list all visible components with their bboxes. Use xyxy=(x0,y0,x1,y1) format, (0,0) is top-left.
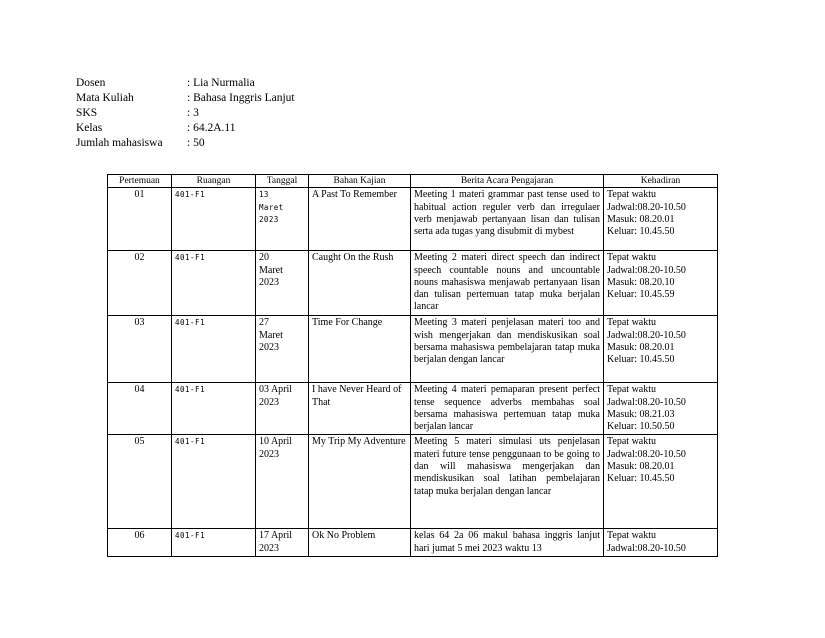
cell-berita-acara: Meeting 2 materi direct speech dan indirect speech countable nouns and uncountable nouns mahasiswa menjawab pertanyaan lisan dan tulisan pertemuan tatap muka berjalan lancar xyxy=(411,251,604,316)
attendance-line: Jadwal:08.20-10.50 xyxy=(607,329,686,341)
attendance-line: Tepat waktu xyxy=(607,530,657,542)
header-tanggal: Tanggal xyxy=(256,175,309,188)
info-row-jumlah-mahasiswa xyxy=(76,136,295,151)
date-line: 2023 xyxy=(259,276,279,288)
attendance-line: Jadwal:08.20-10.50 xyxy=(607,201,686,213)
attendance-line: Tepat waktu xyxy=(607,189,657,201)
info-label: Jumlah mahasiswa xyxy=(76,137,163,149)
cell-berita-acara: Meeting 3 materi penjelasan materi too and wish mengerjakan dan mendiskusikan soal bersama mahasiswa pembelajaran tatap muka berjalan dengan lancar xyxy=(411,316,604,383)
attendance-line: Masuk: 08.20.01 xyxy=(607,341,675,353)
cell-bahan-kajian: Caught On the Rush xyxy=(309,251,411,316)
course-info xyxy=(76,76,295,151)
cell-tanggal xyxy=(256,435,309,529)
attendance-line: Jadwal:08.20-10.50 xyxy=(607,448,686,460)
info-value: : 50 xyxy=(187,137,205,149)
attendance-line: Tepat waktu xyxy=(607,317,657,329)
date-line: Maret xyxy=(259,202,284,212)
cell-bahan-kajian: My Trip My Adventure xyxy=(309,435,411,529)
attendance-line: Masuk: 08.20.01 xyxy=(607,213,675,225)
cell-pertemuan: 04 xyxy=(108,383,172,435)
date-line: 2023 xyxy=(259,396,279,408)
attendance-line: Keluar: 10.45.50 xyxy=(607,226,675,238)
cell-pertemuan: 05 xyxy=(108,435,172,529)
cell-berita-acara: Meeting 4 materi pemaparan present perfect tense sequence adverbs membahas soal bersama mahasiswa pertemuan tatap muka berjalan lancar xyxy=(411,383,604,435)
attendance-line: Masuk: 08.20.10 xyxy=(607,276,675,288)
info-value: : 64.2A.11 xyxy=(187,122,236,134)
cell-tanggal xyxy=(256,383,309,435)
date-line: 20 xyxy=(259,252,269,264)
table-row xyxy=(108,188,718,251)
date-line: 2023 xyxy=(259,215,279,225)
cell-kehadiran xyxy=(604,435,718,529)
attendance-line: Jadwal:08.20-10.50 xyxy=(607,396,686,408)
header-kehadiran: Kehadiran xyxy=(604,175,718,188)
cell-ruangan: 401-F1 xyxy=(172,383,256,435)
cell-tanggal xyxy=(256,188,309,251)
cell-ruangan: 401-F1 xyxy=(172,188,256,251)
date-line: 2023 xyxy=(259,542,279,554)
info-row-mata-kuliah xyxy=(76,91,295,106)
cell-tanggal xyxy=(256,529,309,557)
cell-kehadiran xyxy=(604,188,718,251)
cell-bahan-kajian: Time For Change xyxy=(309,316,411,383)
cell-tanggal xyxy=(256,251,309,316)
attendance-line: Masuk: 08.21.03 xyxy=(607,408,675,420)
date-line: 03 April xyxy=(259,384,293,396)
info-value: : Lia Nurmalia xyxy=(187,77,255,89)
info-row-dosen xyxy=(76,76,295,91)
cell-kehadiran xyxy=(604,251,718,316)
attendance-line: Tepat waktu xyxy=(607,436,657,448)
cell-bahan-kajian: A Past To Remember xyxy=(309,188,411,251)
cell-kehadiran xyxy=(604,316,718,383)
attendance-line: Keluar: 10.50.50 xyxy=(607,421,675,433)
header-pertemuan: Pertemuan xyxy=(108,175,172,188)
cell-berita-acara: Meeting 5 materi simulasi uts penjelasan materi future tense penggunaan to be going to dan will mahasiswa mengerjakan dan mendiskusikan soal latihan pembelajaran tatap muka berjalan dengan lancar xyxy=(411,435,604,529)
date-line: 17 April xyxy=(259,530,293,542)
info-row-sks xyxy=(76,106,295,121)
attendance-line: Keluar: 10.45.59 xyxy=(607,289,675,301)
attendance-line: Tepat waktu xyxy=(607,252,657,264)
date-line: 2023 xyxy=(259,341,279,353)
attendance-line: Masuk: 08.20.01 xyxy=(607,461,675,473)
attendance-line: Keluar: 10.45.50 xyxy=(607,473,675,485)
table-header-row xyxy=(108,175,718,188)
info-label: Kelas xyxy=(76,122,103,134)
date-line: 10 April xyxy=(259,436,293,448)
table-row xyxy=(108,251,718,316)
cell-ruangan: 401-F1 xyxy=(172,251,256,316)
info-label: Dosen xyxy=(76,77,106,89)
cell-tanggal xyxy=(256,316,309,383)
cell-ruangan: 401-F1 xyxy=(172,316,256,383)
attendance-line: Jadwal:08.20-10.50 xyxy=(607,542,686,554)
info-value: : 3 xyxy=(187,107,199,119)
info-label: SKS xyxy=(76,107,98,119)
table-row xyxy=(108,435,718,529)
date-line: 2023 xyxy=(259,448,279,460)
cell-bahan-kajian: I have Never Heard of That xyxy=(309,383,411,435)
teaching-log-table xyxy=(107,174,718,557)
cell-pertemuan: 02 xyxy=(108,251,172,316)
attendance-line: Tepat waktu xyxy=(607,384,657,396)
info-value: : Bahasa Inggris Lanjut xyxy=(187,92,295,104)
cell-berita-acara: kelas 64 2a 06 makul bahasa inggris lanjut hari jumat 5 mei 2023 waktu 13 xyxy=(411,529,604,557)
header-berita-acara: Berita Acara Pengajaran xyxy=(411,175,604,188)
header-ruangan: Ruangan xyxy=(172,175,256,188)
cell-kehadiran xyxy=(604,383,718,435)
cell-berita-acara: Meeting 1 materi grammar past tense used to habitual action reguler verb dan irregulaer verb menjawab pertanyaan lisan dan tulisan serta ada tugas yang disubmit di mybest xyxy=(411,188,604,251)
cell-ruangan: 401-F1 xyxy=(172,435,256,529)
info-row-kelas xyxy=(76,121,295,136)
date-line: Maret xyxy=(259,264,283,276)
cell-pertemuan: 06 xyxy=(108,529,172,557)
date-line: Maret xyxy=(259,329,283,341)
cell-pertemuan: 01 xyxy=(108,188,172,251)
attendance-line: Keluar: 10.45.50 xyxy=(607,354,675,366)
cell-ruangan: 401-F1 xyxy=(172,529,256,557)
cell-pertemuan: 03 xyxy=(108,316,172,383)
table-row xyxy=(108,529,718,557)
date-line: 13 xyxy=(259,190,269,200)
header-bahan-kajian: Bahan Kajian xyxy=(309,175,411,188)
table-row xyxy=(108,383,718,435)
date-line: 27 xyxy=(259,317,269,329)
table-row xyxy=(108,316,718,383)
cell-bahan-kajian: Ok No Problem xyxy=(309,529,411,557)
attendance-line: Jadwal:08.20-10.50 xyxy=(607,264,686,276)
info-label: Mata Kuliah xyxy=(76,92,134,104)
cell-kehadiran xyxy=(604,529,718,557)
